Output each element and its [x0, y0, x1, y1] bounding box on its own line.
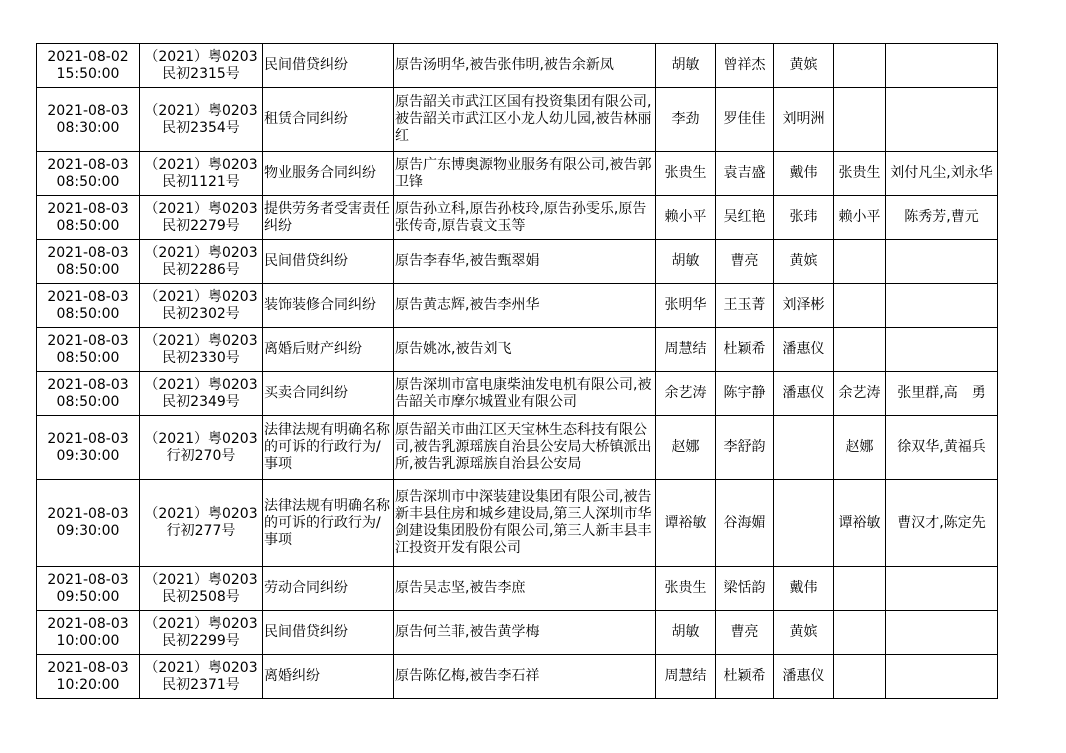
cell-text: 王玉菁: [723, 297, 766, 313]
cell-text: 原告韶关市武江区国有投资集团有限公司,被告韶关市武江区小龙人幼儿园,被告林丽红: [395, 94, 652, 144]
assistant-cell: [716, 284, 774, 328]
cell-text: 行初277号: [166, 523, 236, 539]
cell-text: 戴伟: [789, 165, 818, 181]
cell-text: 2021-08-03: [47, 156, 129, 173]
cell-text: 原告深圳市中深装建设集团有限公司,被告新丰县住房和城乡建设局,第三人深圳市华剑建设集团股份有限公司,第三人新丰县丰江投资开发有限公司: [395, 489, 652, 556]
jurors-cell: [886, 328, 998, 372]
table-row: [37, 480, 998, 567]
cell-text: 张明华: [664, 297, 707, 313]
cell-text: 周慧结: [664, 668, 707, 684]
clerk-cell: [774, 88, 834, 152]
assistant-cell: [716, 480, 774, 567]
parties-cell: [394, 416, 656, 480]
parties-cell: [394, 152, 656, 196]
parties-cell: [394, 284, 656, 328]
cell-text: 赵娜: [845, 439, 874, 455]
cell-text: 潘惠仪: [782, 385, 825, 401]
cause-cell: [263, 611, 394, 655]
clerk-cell: [774, 655, 834, 699]
cell-text: 09:30:00: [56, 447, 120, 464]
clerk-cell: [774, 284, 834, 328]
jurors-cell: [886, 480, 998, 567]
cell-text: 民初2279号: [162, 217, 240, 234]
cell-text: 原告深圳市富电康柴油发电机有限公司,被告韶关市摩尔城置业有限公司: [395, 376, 652, 410]
case-number-cell: [140, 196, 263, 240]
cell-text: （2021）粤0203: [144, 244, 258, 261]
cell-text: 杜颖希: [723, 668, 766, 684]
presiding-cell: [834, 196, 886, 240]
cell-text: 袁吉盛: [723, 165, 766, 181]
jurors-cell: [886, 372, 998, 416]
clerk-cell: [774, 567, 834, 611]
cell-text: 张里群,高 勇: [897, 385, 986, 401]
judge-cell: [656, 152, 716, 196]
cell-text: 黄嫔: [789, 624, 818, 640]
jurors-cell: [886, 44, 998, 88]
hearing-time-cell: [37, 44, 140, 88]
parties-cell: [394, 88, 656, 152]
cell-text: 戴伟: [789, 580, 818, 596]
cell-text: 2021-08-03: [47, 102, 129, 119]
hearing-time-cell: [37, 372, 140, 416]
cell-text: 胡敏: [671, 624, 700, 640]
clerk-cell: [774, 152, 834, 196]
cell-text: 赵娜: [671, 439, 700, 455]
cell-text: 行初270号: [166, 447, 236, 464]
cell-text: 08:50:00: [56, 173, 120, 190]
table-row: [37, 328, 998, 372]
hearing-time-cell: [37, 328, 140, 372]
cell-text: 2021-08-03: [47, 506, 129, 522]
presiding-cell: [834, 567, 886, 611]
hearing-time-cell: [37, 284, 140, 328]
cell-text: 张贵生: [664, 165, 707, 181]
cause-cell: [263, 88, 394, 152]
cell-text: 陈秀芳,曹元: [904, 209, 979, 225]
hearing-time-cell: [37, 88, 140, 152]
hearing-time-cell: [37, 567, 140, 611]
cell-text: （2021）粤0203: [144, 376, 258, 393]
cell-text: 原告何兰菲,被告黄学梅: [395, 624, 540, 640]
cause-cell: [263, 44, 394, 88]
cell-text: 曹亮: [730, 253, 759, 269]
cause-cell: [263, 196, 394, 240]
cell-text: 09:50:00: [56, 588, 120, 605]
cell-text: 胡敏: [671, 57, 700, 73]
cell-text: 罗佳佳: [723, 111, 766, 127]
cell-text: 原告陈亿梅,被告李石祥: [395, 668, 540, 684]
table-row: [37, 372, 998, 416]
assistant-cell: [716, 240, 774, 284]
cell-text: 刘明洲: [782, 111, 825, 127]
judge-cell: [656, 196, 716, 240]
cell-text: 徐双华,黄福兵: [897, 439, 986, 455]
cell-text: （2021）粤0203: [144, 506, 258, 522]
parties-cell: [394, 328, 656, 372]
judge-cell: [656, 328, 716, 372]
cell-text: 民间借贷纠纷: [264, 624, 348, 640]
cell-text: 2021-08-03: [47, 332, 129, 349]
cell-text: 谭裕敏: [838, 514, 881, 531]
case-number-cell: [140, 372, 263, 416]
cell-text: 原告广东博奥源物业服务有限公司,被告郭卫锋: [395, 156, 652, 190]
cell-text: 民初2349号: [162, 393, 240, 410]
table-row: [37, 611, 998, 655]
jurors-cell: [886, 284, 998, 328]
cell-text: 民初2371号: [162, 676, 240, 693]
cell-text: 民初2299号: [162, 632, 240, 649]
assistant-cell: [716, 152, 774, 196]
cell-text: 装饰装修合同纠纷: [264, 297, 376, 313]
presiding-cell: [834, 240, 886, 284]
cell-text: 2021-08-03: [47, 288, 129, 305]
cell-text: 刘泽彬: [782, 297, 825, 313]
cell-text: 原告李春华,被告甄翠娟: [395, 253, 540, 269]
cell-text: 15:50:00: [56, 65, 120, 82]
cause-cell: [263, 372, 394, 416]
cause-cell: [263, 284, 394, 328]
cell-text: 10:20:00: [56, 676, 120, 693]
case-number-cell: [140, 655, 263, 699]
hearing-time-cell: [37, 152, 140, 196]
cell-text: 杜颖希: [723, 341, 766, 357]
assistant-cell: [716, 44, 774, 88]
cell-text: 原告黄志辉,被告李州华: [395, 297, 540, 313]
cell-text: 租赁合同纠纷: [264, 111, 348, 127]
case-number-cell: [140, 152, 263, 196]
hearing-time-cell: [37, 416, 140, 480]
cell-text: 08:50:00: [56, 217, 120, 234]
cell-text: 2021-08-03: [47, 376, 129, 393]
cell-text: 民初2286号: [162, 261, 240, 278]
cell-text: 物业服务合同纠纷: [264, 165, 376, 181]
cause-cell: [263, 152, 394, 196]
cause-cell: [263, 240, 394, 284]
cause-cell: [263, 328, 394, 372]
cell-text: 原告汤明华,被告张伟明,被告余新凤: [395, 57, 614, 73]
cell-text: 原告孙立科,原告孙枝玲,原告孙雯乐,原告张传奇,原告袁文玉等: [395, 200, 647, 234]
presiding-cell: [834, 655, 886, 699]
case-number-cell: [140, 611, 263, 655]
cell-text: 赖小平: [664, 209, 707, 225]
table-row: [37, 416, 998, 480]
table-row: [37, 284, 998, 328]
judge-cell: [656, 240, 716, 284]
cell-text: 民初2302号: [162, 305, 240, 322]
assistant-cell: [716, 88, 774, 152]
cell-text: 胡敏: [671, 253, 700, 269]
cell-text: 梁恬韵: [723, 580, 766, 596]
jurors-cell: [886, 196, 998, 240]
parties-cell: [394, 611, 656, 655]
cell-text: 法律法规有明确名称的可诉的行政行为/事项: [264, 422, 390, 472]
cell-text: 民间借贷纠纷: [264, 253, 348, 269]
assistant-cell: [716, 328, 774, 372]
case-number-cell: [140, 284, 263, 328]
jurors-cell: [886, 416, 998, 480]
clerk-cell: [774, 480, 834, 567]
cell-text: 2021-08-03: [47, 615, 129, 632]
cell-text: 曹亮: [730, 624, 759, 640]
cell-text: 余艺涛: [838, 385, 881, 401]
cell-text: 2021-08-03: [47, 200, 129, 217]
cell-text: 曹汉才,陈定先: [897, 514, 986, 531]
presiding-cell: [834, 611, 886, 655]
hearing-time-cell: [37, 480, 140, 567]
cell-text: 民间借贷纠纷: [264, 57, 348, 73]
cell-text: 2021-08-03: [47, 571, 129, 588]
parties-cell: [394, 240, 656, 284]
case-number-cell: [140, 328, 263, 372]
table-row: [37, 240, 998, 284]
cell-text: 张贵生: [838, 165, 881, 181]
cause-cell: [263, 416, 394, 480]
cell-text: 2021-08-02: [47, 48, 129, 65]
cell-text: 买卖合同纠纷: [264, 385, 348, 401]
hearing-time-cell: [37, 240, 140, 284]
parties-cell: [394, 480, 656, 567]
cell-text: 08:50:00: [56, 349, 120, 366]
presiding-cell: [834, 416, 886, 480]
presiding-cell: [834, 284, 886, 328]
cell-text: 离婚后财产纠纷: [264, 341, 362, 357]
table-row: [37, 196, 998, 240]
clerk-cell: [774, 611, 834, 655]
judge-cell: [656, 44, 716, 88]
clerk-cell: [774, 372, 834, 416]
assistant-cell: [716, 655, 774, 699]
cell-text: （2021）粤0203: [144, 615, 258, 632]
cell-text: 李劲: [671, 111, 700, 127]
cell-text: 离婚纠纷: [264, 668, 320, 684]
cell-text: （2021）粤0203: [144, 156, 258, 173]
parties-cell: [394, 372, 656, 416]
cell-text: （2021）粤0203: [144, 571, 258, 588]
presiding-cell: [834, 480, 886, 567]
judge-cell: [656, 416, 716, 480]
judge-cell: [656, 567, 716, 611]
hearing-time-cell: [37, 611, 140, 655]
cell-text: 2021-08-03: [47, 659, 129, 676]
cell-text: 曾祥杰: [723, 57, 766, 73]
jurors-cell: [886, 655, 998, 699]
parties-cell: [394, 44, 656, 88]
case-number-cell: [140, 567, 263, 611]
hearing-time-cell: [37, 655, 140, 699]
cell-text: 谷海媚: [723, 514, 766, 531]
clerk-cell: [774, 240, 834, 284]
cell-text: 原告韶关市曲江区天宝林生态科技有限公司,被告乳源瑶族自治县公安局大桥镇派出所,被告乳源瑶族自治县公安局: [395, 422, 652, 472]
cell-text: 潘惠仪: [782, 341, 825, 357]
cell-text: 周慧结: [664, 341, 707, 357]
cell-text: 08:50:00: [56, 305, 120, 322]
assistant-cell: [716, 611, 774, 655]
cell-text: 08:50:00: [56, 261, 120, 278]
cell-text: 张玮: [789, 209, 818, 225]
cause-cell: [263, 480, 394, 567]
parties-cell: [394, 655, 656, 699]
presiding-cell: [834, 44, 886, 88]
presiding-cell: [834, 372, 886, 416]
cell-text: 民初2508号: [162, 588, 240, 605]
judge-cell: [656, 611, 716, 655]
cell-text: 刘付凡尘,刘永华: [890, 165, 993, 181]
assistant-cell: [716, 196, 774, 240]
cell-text: 2021-08-03: [47, 244, 129, 261]
cell-text: 2021-08-03: [47, 430, 129, 447]
cell-text: 张贵生: [664, 580, 707, 596]
jurors-cell: [886, 567, 998, 611]
table-row: [37, 44, 998, 88]
assistant-cell: [716, 416, 774, 480]
judge-cell: [656, 655, 716, 699]
hearing-time-cell: [37, 196, 140, 240]
presiding-cell: [834, 88, 886, 152]
cell-text: 赖小平: [838, 209, 881, 225]
cell-text: 原告吴志坚,被告李庶: [395, 580, 526, 596]
cell-text: 陈宇静: [723, 385, 766, 401]
cell-text: 劳动合同纠纷: [264, 580, 348, 596]
presiding-cell: [834, 328, 886, 372]
table-body: [37, 44, 998, 699]
cell-text: （2021）粤0203: [144, 332, 258, 349]
cell-text: 法律法规有明确名称的可诉的行政行为/事项: [264, 497, 390, 548]
jurors-cell: [886, 240, 998, 284]
cell-text: 潘惠仪: [782, 668, 825, 684]
jurors-cell: [886, 152, 998, 196]
parties-cell: [394, 567, 656, 611]
cell-text: 吴红艳: [723, 209, 766, 225]
jurors-cell: [886, 611, 998, 655]
cell-text: （2021）粤0203: [144, 288, 258, 305]
table-row: [37, 88, 998, 152]
table-row: [37, 655, 998, 699]
cell-text: 09:30:00: [56, 523, 120, 539]
hearing-schedule-table: [36, 43, 998, 699]
judge-cell: [656, 284, 716, 328]
cell-text: 李舒韵: [723, 439, 766, 455]
cell-text: （2021）粤0203: [144, 102, 258, 119]
cell-text: 08:50:00: [56, 393, 120, 410]
case-number-cell: [140, 480, 263, 567]
cell-text: （2021）粤0203: [144, 200, 258, 217]
clerk-cell: [774, 196, 834, 240]
cell-text: 余艺涛: [664, 385, 707, 401]
cell-text: 民初2354号: [162, 119, 240, 136]
jurors-cell: [886, 88, 998, 152]
presiding-cell: [834, 152, 886, 196]
case-number-cell: [140, 240, 263, 284]
case-number-cell: [140, 416, 263, 480]
cause-cell: [263, 567, 394, 611]
cell-text: 原告姚冰,被告刘飞: [395, 341, 512, 357]
cell-text: 10:00:00: [56, 632, 120, 649]
table-row: [37, 567, 998, 611]
assistant-cell: [716, 567, 774, 611]
table-row: [37, 152, 998, 196]
cell-text: 谭裕敏: [664, 514, 707, 531]
cell-text: 提供劳务者受害责任纠纷: [264, 200, 390, 234]
cell-text: （2021）粤0203: [144, 659, 258, 676]
clerk-cell: [774, 328, 834, 372]
cell-text: 民初2315号: [162, 65, 240, 82]
cell-text: 08:30:00: [56, 119, 120, 136]
judge-cell: [656, 480, 716, 567]
cell-text: 黄嫔: [789, 253, 818, 269]
cell-text: 民初1121号: [162, 173, 240, 190]
parties-cell: [394, 196, 656, 240]
case-number-cell: [140, 44, 263, 88]
cell-text: （2021）粤0203: [144, 430, 258, 447]
cell-text: 民初2330号: [162, 349, 240, 366]
assistant-cell: [716, 372, 774, 416]
clerk-cell: [774, 416, 834, 480]
judge-cell: [656, 372, 716, 416]
cause-cell: [263, 655, 394, 699]
case-number-cell: [140, 88, 263, 152]
judge-cell: [656, 88, 716, 152]
cell-text: 黄嫔: [789, 57, 818, 73]
cell-text: （2021）粤0203: [144, 48, 258, 65]
clerk-cell: [774, 44, 834, 88]
